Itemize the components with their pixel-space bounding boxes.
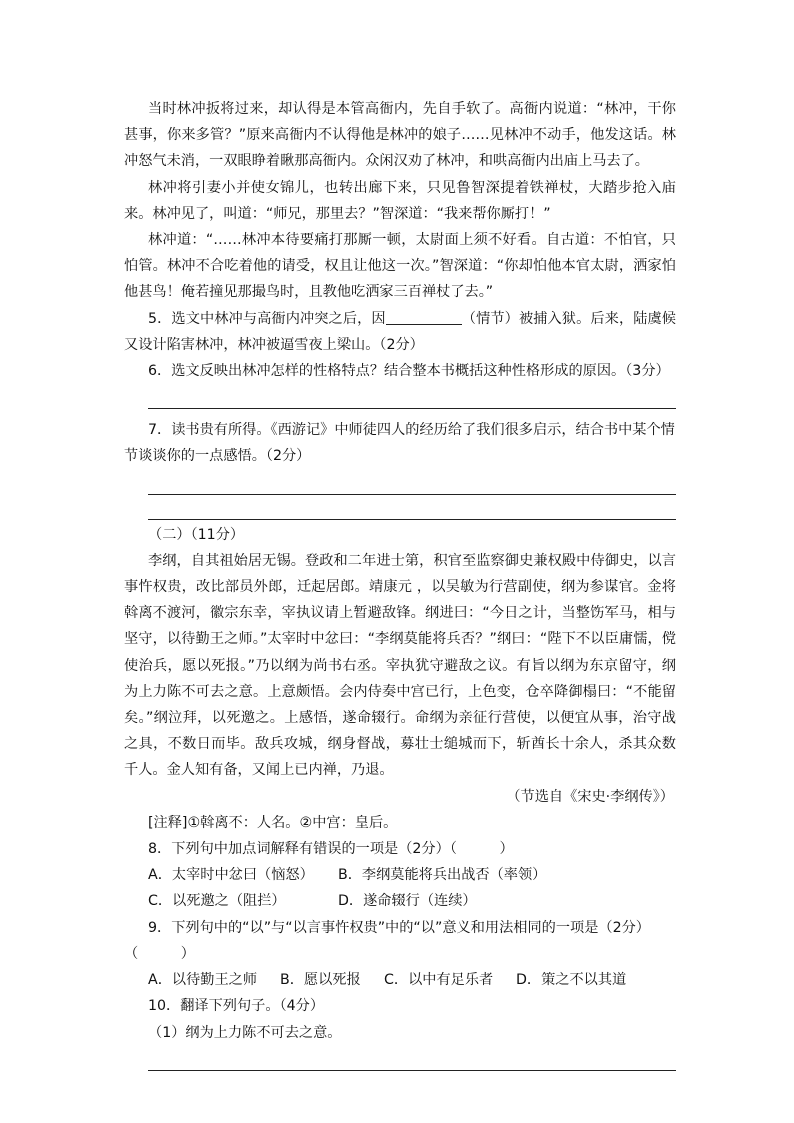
question-5-before: 5．选文中林冲与高衙内冲突之后，因	[148, 310, 386, 327]
question-5-after: （情节）被捕入狱。后来，陆虞候又设计陷害林冲，林冲被逼雪夜上梁山。（2分）	[124, 310, 676, 353]
question-6: 6．选文反映出林冲怎样的性格特点？结合整本书概括这种性格形成的原因。（3分）	[148, 363, 670, 380]
question-10: 10．翻译下列句子。（4分）	[148, 998, 325, 1015]
question-7-line-2: 节谈谈你的一点感悟。（2分）	[124, 448, 311, 465]
question-5-blank[interactable]	[386, 309, 462, 325]
question-7-answer-line-2[interactable]	[148, 495, 676, 520]
question-10-answer-line[interactable]	[148, 1046, 676, 1071]
question-8-option-b[interactable]: B．李纲莫能将兵出战否（率领）	[338, 867, 547, 884]
passage2-text: 李纲，自其祖始居无锡。登政和二年进士第，积官至监察御史兼权殿中侍御史，以言事忤权贵，改比部员外郎，迁起居郎。靖康元 ，以吴敏为行营副使，纲为参谋官。金将斡离不渡河，徽宗东幸，宰执议请上暂避敌锋。纲进曰：“今日之计，当整饬军马，相与坚守，以待勤王之师。”太宰时中忿曰：“李纲莫能将兵否？”纲曰：“陛下不以臣庸懦，傥使治兵，愿以死报。”乃以纲为尚书右丞。宰执犹守避敌之议。有旨以纲为东京留守，纲为上力陈不可去之意。上意颇悟。会内侍奏中宫已行，上色变，仓卒降御榻曰：“不能留矣。”纲泣拜，以死邀之。上感悟，遂命辍行。命纲为亲征行营使，以便宜从事，治守战之具，不数日而毕。敌兵攻城，纲身督战，募壮士缒城而下，斩酋长十余人，杀其众数千人。金人知有备，又闻上已内禅，乃退。	[124, 552, 676, 779]
question-8-options-row-2	[124, 888, 676, 914]
question-6-answer-line[interactable]	[148, 384, 676, 409]
question-9-line-2: （ ）	[124, 945, 195, 962]
passage1-paragraph-1: 当时林冲扳将过来，却认得是本管高衙内，先自手软了。高衙内说道：“林冲，干你甚事，你来多管？”原来高衙内不认得他是林冲的娘子……见林冲不动手，他发这话。林冲怒气未消，一双眼睁着瞅那高衙内。众闲汉劝了林冲，和哄高衙内出庙上马去了。	[124, 101, 676, 170]
question-10-sub-1: （1）纲为上力陈不可去之意。	[148, 1024, 342, 1041]
question-9-option-b[interactable]: B．愿以死报	[280, 972, 361, 989]
passage2-source: （节选自《宋史·李纲传》）	[506, 788, 674, 805]
annotation-note: [注释]①斡离不：人名。②中宫：皇后。	[148, 814, 398, 831]
question-8-option-d[interactable]: D．遂命辍行（连续）	[338, 893, 477, 910]
question-5	[124, 306, 676, 358]
question-9-option-c[interactable]: C．以中有足乐者	[384, 972, 494, 989]
question-9-options-row	[124, 967, 676, 993]
question-7-answer-line-1[interactable]	[148, 470, 676, 495]
question-8: 8．下列句中加点词解释有错误的一项是（2分）（ ）	[148, 841, 514, 858]
question-9-line-1: 9．下列句中的“以”与“以言事忤权贵”中的“以”意义和用法相同的一项是（2分）	[148, 919, 650, 936]
page-content	[124, 96, 676, 1071]
passage1-paragraph-3: 林冲道：“……林冲本待要痛打那厮一顿，太尉面上须不好看。自古道：不怕官，只怕管。林冲不合吃着他的请受，权且让他这一次。”智深道：“你却怕他本官太尉，洒家怕他甚鸟！俺若撞见那撮鸟时，且教他吃洒家三百禅杖了去。”	[124, 232, 676, 301]
section-2-heading: （二）（11分）	[148, 526, 245, 543]
question-7-line-1: 7．读书贵有所得。《西游记》中师徒四人的经历给了我们很多启示，结合书中某个情	[148, 422, 675, 439]
question-8-option-c[interactable]: C．以死邀之（阻拦）	[148, 893, 286, 910]
question-8-options-row-1	[124, 862, 676, 888]
passage1-paragraph-2: 林冲将引妻小并使女锦儿，也转出廊下来，只见鲁智深提着铁禅杖，大踏步抢入庙来。林冲见了，叫道：“师兄，那里去？”智深道：“我来帮你厮打！”	[124, 179, 676, 222]
question-9-option-a[interactable]: A．以待勤王之师	[148, 972, 258, 989]
question-9-option-d[interactable]: D．策之不以其道	[516, 972, 627, 989]
question-8-option-a[interactable]: A．太宰时中忿曰（恼怒）	[148, 867, 314, 884]
